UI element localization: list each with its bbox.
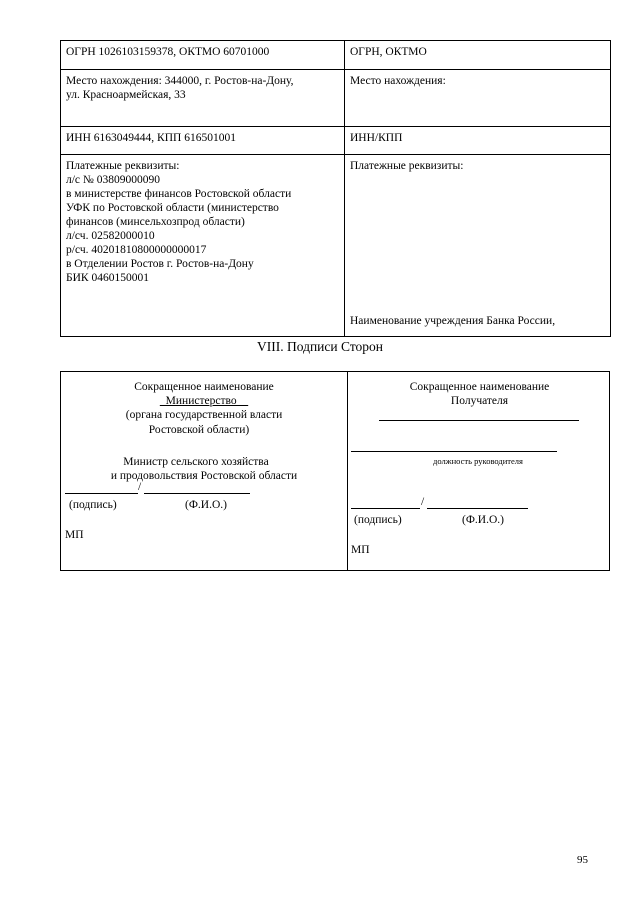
right-slash: / xyxy=(421,496,425,508)
left-signature-line xyxy=(65,493,138,494)
right-stamp: МП xyxy=(351,544,370,556)
payment-line: БИК 0460150001 xyxy=(66,272,149,284)
inn-kpp-label: ИНН/КПП xyxy=(350,132,403,144)
right-fio-label: (Ф.И.О.) xyxy=(462,514,504,526)
ogrn-oktmo-value: ОГРН 1026103159378, ОКТМО 60701000 xyxy=(66,46,270,58)
inn-kpp-value: ИНН 6163049444, КПП 616501001 xyxy=(66,132,236,144)
right-payment-cell xyxy=(345,155,611,337)
left-inn-cell xyxy=(61,127,345,155)
left-short-name-hint: Ростовской области) xyxy=(148,424,250,436)
payment-line: Платежные реквизиты: xyxy=(66,160,180,172)
left-payment-cell xyxy=(61,155,345,337)
payment-line: УФК по Ростовской области (министерство xyxy=(66,202,279,214)
table-row xyxy=(61,70,611,127)
right-position-caption: должность руководителя xyxy=(433,456,523,466)
right-name-line xyxy=(379,420,579,421)
requisites-table xyxy=(60,40,611,337)
left-ogrn-cell xyxy=(61,41,345,70)
address-line: ул. Красноармейская, 33 xyxy=(66,89,186,101)
right-address-cell xyxy=(345,70,611,127)
right-signature-label: (подпись) xyxy=(354,514,402,526)
right-position-line xyxy=(351,451,557,452)
left-position-line: и продовольствия Ростовской области xyxy=(110,470,298,482)
left-short-name-hint: (органа государственной власти xyxy=(125,409,283,421)
bank-name-label: Наименование учреждения Банка России, xyxy=(350,315,556,327)
payment-line: финансов (минсельхозпрод области) xyxy=(66,216,245,228)
left-position-line: Министр сельского хозяйства xyxy=(123,456,269,468)
address-line: Место нахождения: 344000, г. Ростов-на-Дону, xyxy=(66,75,294,87)
right-fio-line xyxy=(427,508,528,509)
left-address-cell xyxy=(61,70,345,127)
table-row xyxy=(61,41,611,70)
left-signature-label: (подпись) xyxy=(69,499,117,511)
left-slash: / xyxy=(138,481,142,493)
address-label: Место нахождения: xyxy=(350,75,446,87)
left-fio-line xyxy=(144,493,250,494)
table-row xyxy=(61,127,611,155)
left-short-name-value: _Министерство__ xyxy=(159,395,249,407)
left-fio-label: (Ф.И.О.) xyxy=(185,499,227,511)
left-stamp: МП xyxy=(65,529,84,541)
payment-line: л/сч. 02582000010 xyxy=(66,230,155,242)
table-row xyxy=(61,155,611,337)
left-short-name-label: Сокращенное наименование xyxy=(134,381,274,393)
signatures-box xyxy=(60,371,610,571)
ogrn-oktmo-label: ОГРН, ОКТМО xyxy=(350,46,427,58)
payment-line: в министерстве финансов Ростовской области xyxy=(66,188,292,200)
right-short-name-value: Получателя xyxy=(450,395,509,407)
payment-line: л/с № 03809000090 xyxy=(66,174,161,186)
payment-label: Платежные реквизиты: xyxy=(350,160,464,172)
right-inn-cell xyxy=(345,127,611,155)
page-number: 95 xyxy=(577,854,588,866)
payment-line: в Отделении Ростов г. Ростов-на-Дону xyxy=(66,258,254,270)
right-short-name-label: Сокращенное наименование xyxy=(409,381,550,393)
right-ogrn-cell xyxy=(345,41,611,70)
payment-line: р/сч. 40201810800000000017 xyxy=(66,244,207,256)
section-title: VIII. Подписи Сторон xyxy=(256,339,384,354)
right-signature-line xyxy=(351,508,420,509)
